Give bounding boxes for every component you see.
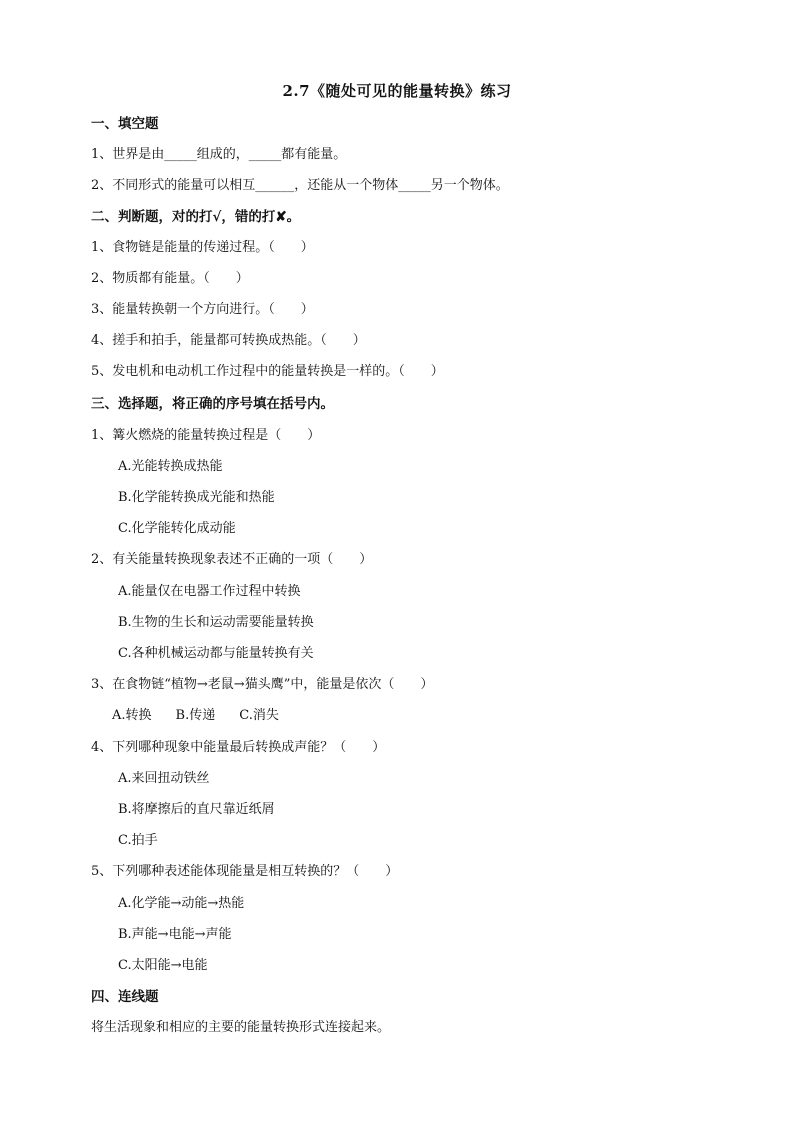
choice-question-3-option-c: C.消失 bbox=[239, 708, 279, 723]
choice-question-3-option-b: B.传递 bbox=[175, 708, 216, 723]
choice-question-5-stem: 5、下列哪种表述能体现能量是相互转换的？（ ） bbox=[91, 864, 399, 879]
section-heading-multiple-choice: 三、选择题，将正确的序号填在括号内。 bbox=[91, 396, 334, 412]
choice-question-1-option-b: B.化学能转换成光能和热能 bbox=[118, 490, 275, 505]
choice-question-3-options bbox=[112, 707, 303, 725]
choice-question-4-option-b: B.将摩擦后的直尺靠近纸屑 bbox=[118, 802, 275, 817]
choice-question-2-option-b: B.生物的生长和运动需要能量转换 bbox=[118, 615, 314, 630]
choice-question-4-option-a: A.来回扭动铁丝 bbox=[118, 771, 210, 786]
true-false-question-4: 4、搓手和拍手，能量都可转换成热能。（ ） bbox=[91, 333, 366, 348]
page-title: 2.7《随处可见的能量转换》练习 bbox=[282, 82, 512, 100]
choice-question-5-option-c: C.太阳能→电能 bbox=[118, 958, 208, 973]
choice-question-2-option-c: C.各种机械运动都与能量转换有关 bbox=[118, 646, 314, 661]
choice-question-2-stem: 2、有关能量转换现象表述不正确的一项（ ） bbox=[91, 552, 373, 567]
choice-question-4-stem: 4、下列哪种现象中能量最后转换成声能？（ ） bbox=[91, 740, 386, 755]
choice-question-1-stem: 1、篝火燃烧的能量转换过程是（ ） bbox=[91, 428, 321, 443]
true-false-question-3: 3、能量转换朝一个方向进行。（ ） bbox=[91, 302, 314, 317]
true-false-question-5: 5、发电机和电动机工作过程中的能量转换是一样的。（ ） bbox=[91, 364, 444, 379]
matching-instruction: 将生活现象和相应的主要的能量转换形式连接起来。 bbox=[91, 1020, 391, 1035]
section-heading-fill-blank: 一、填空题 bbox=[91, 116, 159, 132]
choice-question-4-option-c: C.拍手 bbox=[118, 833, 158, 848]
fill-blank-question-1: 1、世界是由_____组成的，_____都有能量。 bbox=[91, 147, 347, 162]
choice-question-2-option-a: A.能量仅在电器工作过程中转换 bbox=[118, 584, 301, 599]
true-false-question-2: 2、物质都有能量。（ ） bbox=[91, 271, 249, 286]
true-false-question-1: 1、食物链是能量的传递过程。（ ） bbox=[91, 240, 314, 255]
choice-question-3-option-a: A.转换 bbox=[112, 708, 152, 723]
section-heading-true-false: 二、判断题，对的打√，错的打✘。 bbox=[91, 209, 301, 225]
choice-question-1-option-a: A.光能转换成热能 bbox=[118, 459, 223, 474]
fill-blank-question-2: 2、不同形式的能量可以相互______，还能从一个物体_____另一个物体。 bbox=[91, 178, 509, 193]
choice-question-5-option-a: A.化学能→动能→热能 bbox=[118, 896, 245, 911]
section-heading-matching: 四、连线题 bbox=[91, 989, 159, 1005]
choice-question-5-option-b: B.声能→电能→声能 bbox=[118, 927, 232, 942]
choice-question-3-stem: 3、在食物链“植物→老鼠→猫头鹰”中，能量是依次（ ） bbox=[91, 677, 434, 692]
choice-question-1-option-c: C.化学能转化成动能 bbox=[118, 521, 236, 536]
